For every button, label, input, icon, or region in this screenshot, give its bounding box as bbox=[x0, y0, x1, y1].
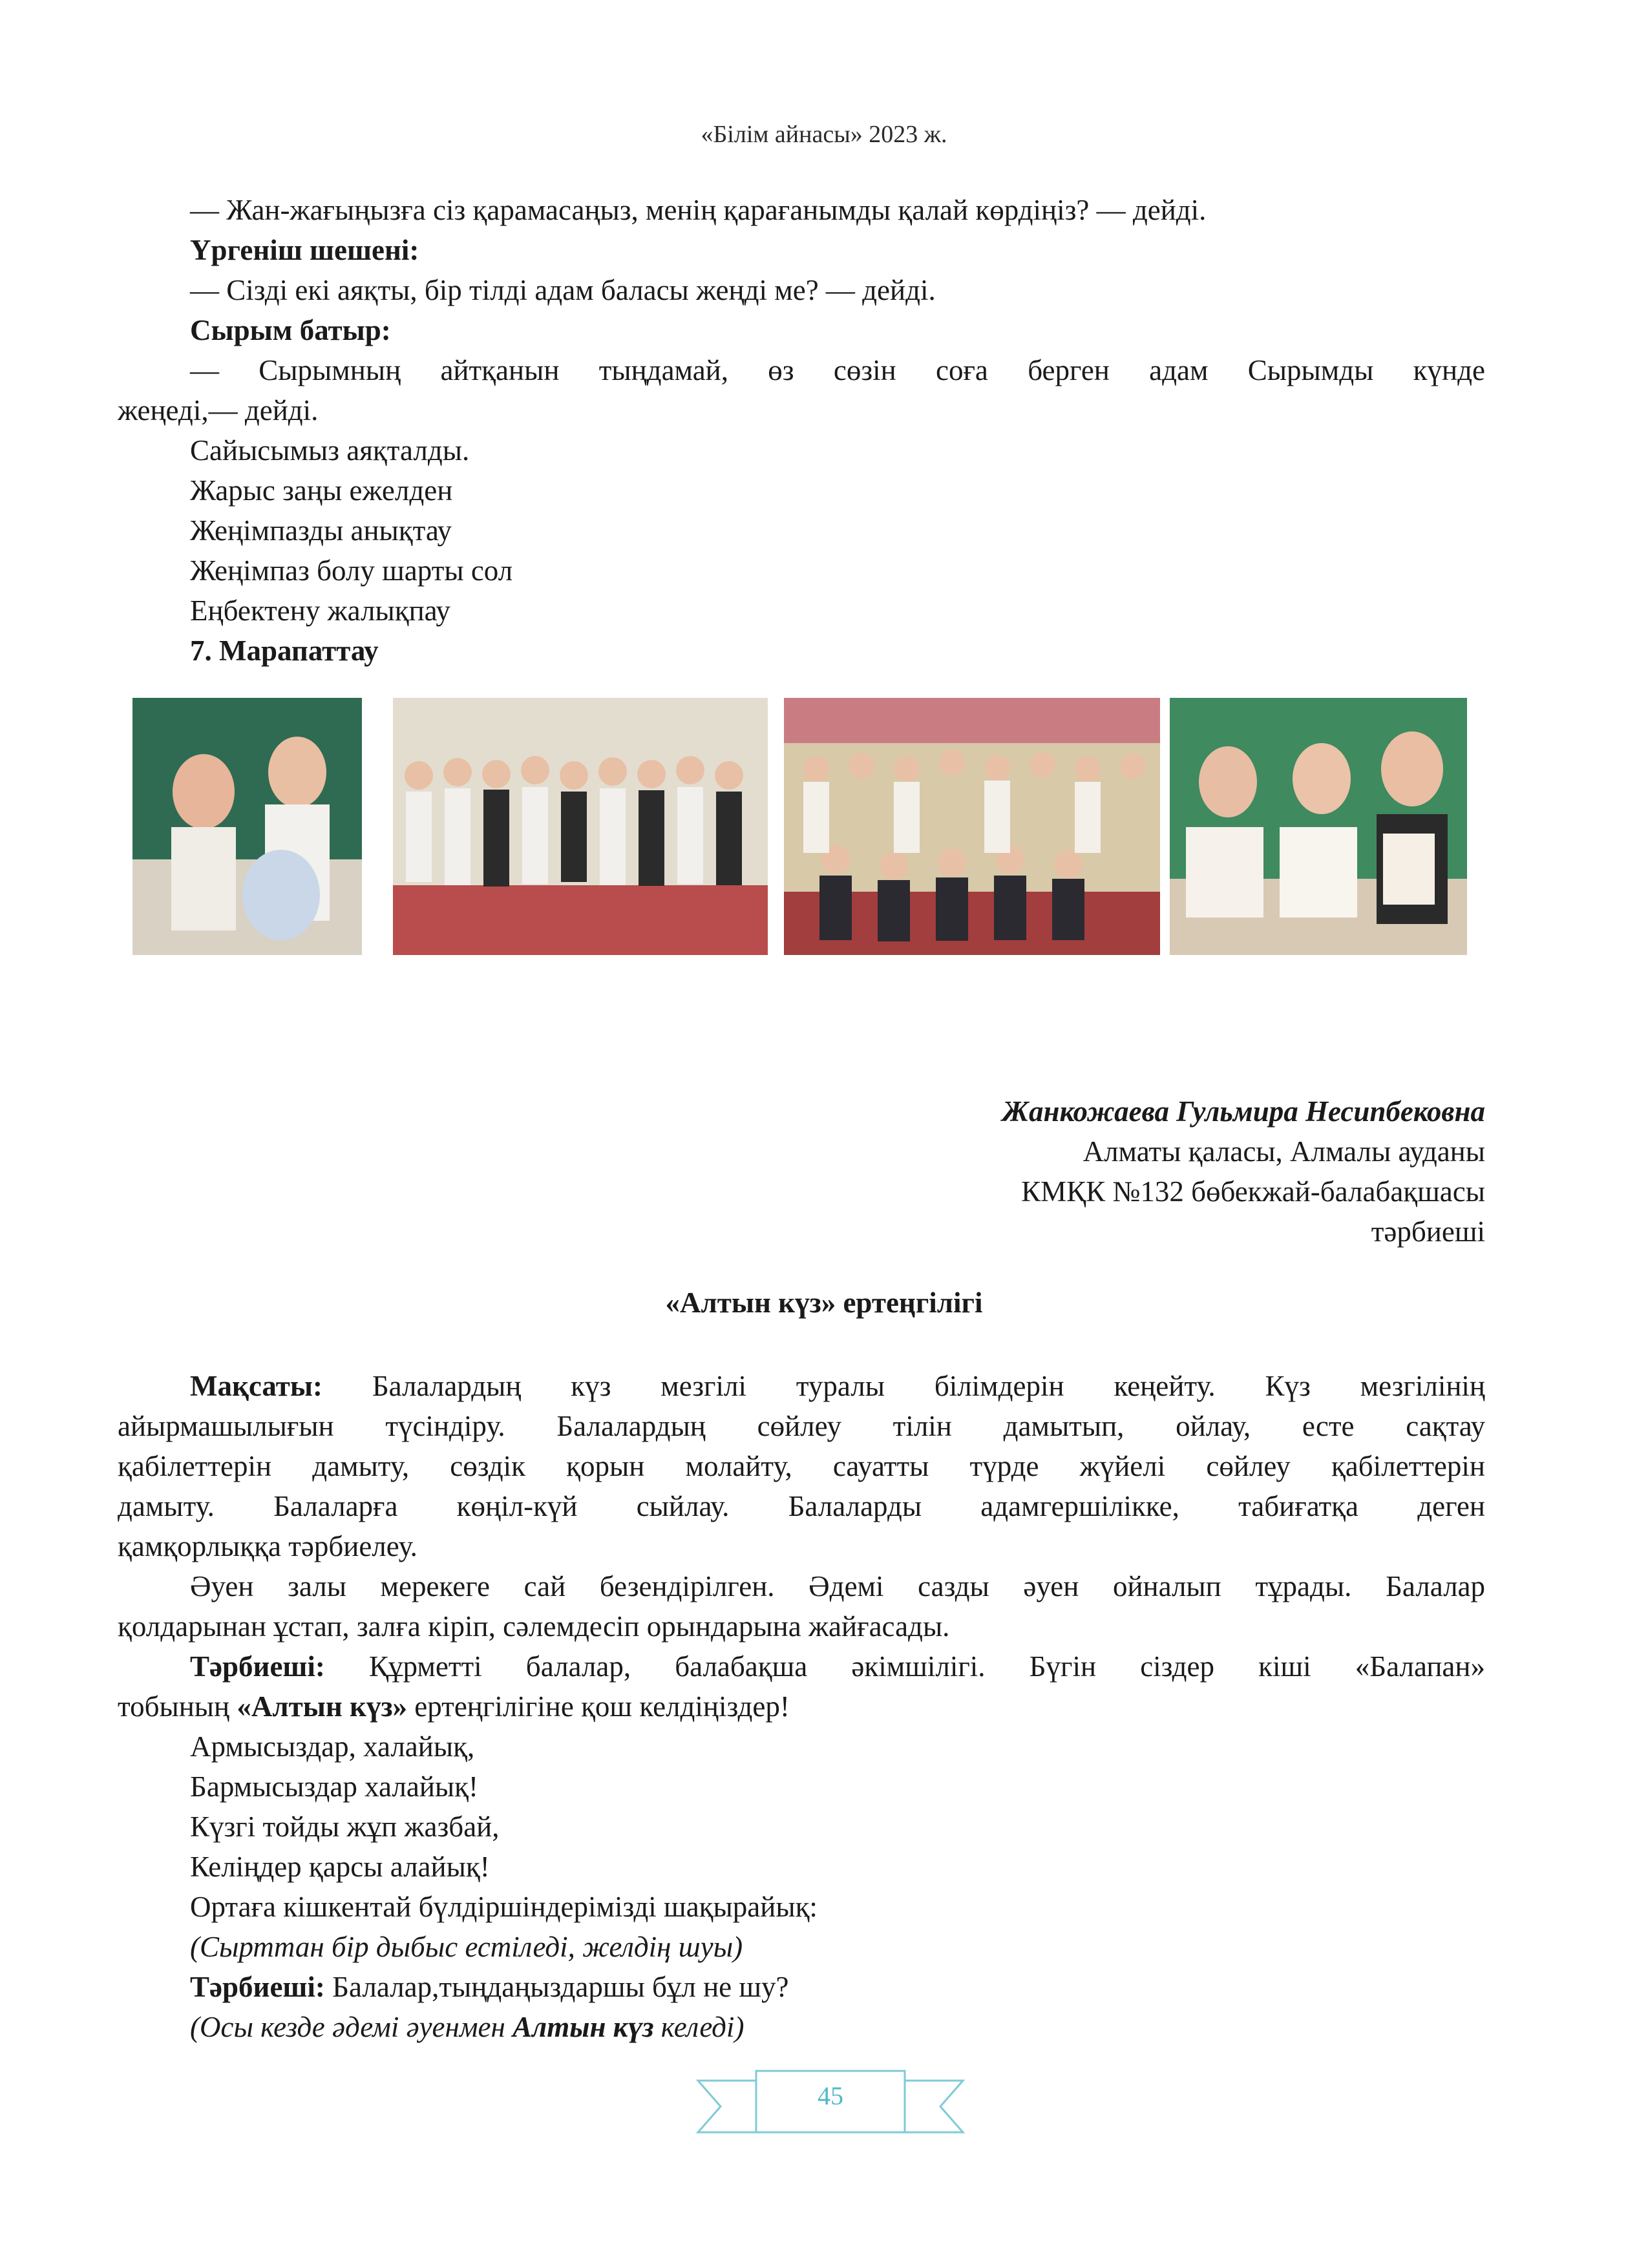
photo-2 bbox=[393, 698, 768, 955]
hall-line-2: қолдарынан ұстап, залға кіріп, сәлемдесіп орындарына жайғасады. bbox=[118, 1610, 950, 1643]
poem-line-3: Күзгі тойды жұп жазбай, bbox=[190, 1811, 500, 1843]
section-heading-awards: 7. Марапаттау bbox=[190, 635, 379, 667]
author-organization: КМҚК №132 бөбекжай-балабақшасы bbox=[1021, 1175, 1485, 1208]
teacher-label: Тәрбиеші: bbox=[190, 1650, 325, 1683]
author-name: Жанкожаева Гульмира Несипбековна bbox=[1002, 1095, 1485, 1128]
goal-line-1 bbox=[190, 1366, 1485, 1406]
photo-3 bbox=[784, 698, 1160, 955]
stage-text-2c: келеді) bbox=[653, 2011, 745, 2043]
journal-header: «Білім айнасы» 2023 ж. bbox=[701, 121, 947, 148]
goal-label: Мақсаты: bbox=[190, 1370, 322, 1402]
poem-line-2: Бармысыздар халайық! bbox=[190, 1770, 479, 1803]
teacher-text-2a: тобының bbox=[118, 1690, 237, 1723]
verse-line-1: Сайысымыз аяқталды. bbox=[190, 434, 470, 467]
invite-line: Ортаға кішкентай бүлдіршіндерімізді шақырайық: bbox=[190, 1891, 818, 1923]
photo-1 bbox=[132, 698, 362, 955]
verse-line-5: Еңбектену жалықпау bbox=[190, 594, 450, 627]
dialogue-line-3a: — Сырымның айтқанын тыңдамай, өз сөзін соға берген адам Сырымды күнде bbox=[190, 354, 1485, 386]
stage-direction-1: (Сырттан бір дыбыс естіледі, желдің шуы) bbox=[190, 1931, 743, 1963]
article-title: «Алтын күз» ертеңгілігі bbox=[665, 1286, 983, 1319]
hall-line-1: Әуен залы мерекеге сай безендірілген. Әдемі сазды әуен ойналып тұрады. Балалар bbox=[190, 1570, 1485, 1602]
teacher-line-2 bbox=[118, 1686, 790, 1727]
teacher-text-2b: «Алтын күз» bbox=[237, 1690, 408, 1723]
speaker-label-1: Үргеніш шешені: bbox=[190, 234, 419, 266]
goal-line-2: айырмашылығын түсіндіру. Балалардың сөйлеу тілін дамытып, ойлау, есте сақтау bbox=[118, 1410, 1485, 1442]
page-number: 45 bbox=[818, 2081, 843, 2110]
teacher-line-1 bbox=[190, 1646, 1485, 1686]
goal-line-5: қамқорлыққа тәрбиелеу. bbox=[118, 1530, 417, 1562]
verse-line-4: Жеңімпаз болу шарты сол bbox=[190, 554, 513, 587]
verse-line-3: Жеңімпазды анықтау bbox=[190, 514, 452, 547]
goal-text-1: Балалардың күз мезгілі туралы білімдерін кеңейту. Күз мезгілінің bbox=[372, 1370, 1485, 1402]
teacher-text-3: Балалар,тыңдаңыздаршы бұл не шу? bbox=[324, 1971, 789, 2003]
goal-line-4: дамыту. Балаларға көңіл-күй сыйлау. Балаларды адамгершілікке, табиғатқа деген bbox=[118, 1490, 1485, 1522]
teacher-text-2c: ертеңгілігіне қош келдіңіздер! bbox=[407, 1690, 790, 1723]
verse-line-2: Жарыс заңы ежелден bbox=[190, 474, 453, 507]
dialogue-line-2: — Сізді екі аяқты, бір тілді адам баласы жеңді ме? — дейді. bbox=[190, 274, 936, 306]
author-city: Алматы қаласы, Алмалы ауданы bbox=[1083, 1135, 1485, 1168]
dialogue-line-3b: жеңеді,— дейді. bbox=[118, 394, 319, 426]
teacher-text-1: Құрметті балалар, балабақша әкімшілігі. Бүгін сіздер кіші «Балапан» bbox=[369, 1650, 1485, 1683]
dialogue-line-1: — Жан-жағыңызға сіз қарамасаңыз, менің қарағанымды қалай көрдіңіз? — дейді. bbox=[190, 194, 1207, 226]
teacher-line-3 bbox=[190, 1967, 789, 2007]
stage-direction-2 bbox=[190, 2007, 744, 2047]
author-role: тәрбиеші bbox=[1371, 1215, 1485, 1248]
speaker-label-2: Сырым батыр: bbox=[190, 314, 391, 346]
stage-text-2b: Алтын күз bbox=[512, 2011, 654, 2043]
poem-line-4: Келіңдер қарсы алайық! bbox=[190, 1851, 490, 1883]
goal-line-3: қабілеттерін дамыту, сөздік қорын молайту, сауатты түрде жүйелі сөйлеу қабілеттерін bbox=[118, 1450, 1485, 1482]
poem-line-1: Армысыздар, халайық, bbox=[190, 1730, 475, 1763]
stage-text-2a: (Осы кезде әдемі әуенмен bbox=[190, 2011, 513, 2043]
photo-4 bbox=[1170, 698, 1467, 955]
teacher-label-2: Тәрбиеші: bbox=[190, 1971, 325, 2003]
